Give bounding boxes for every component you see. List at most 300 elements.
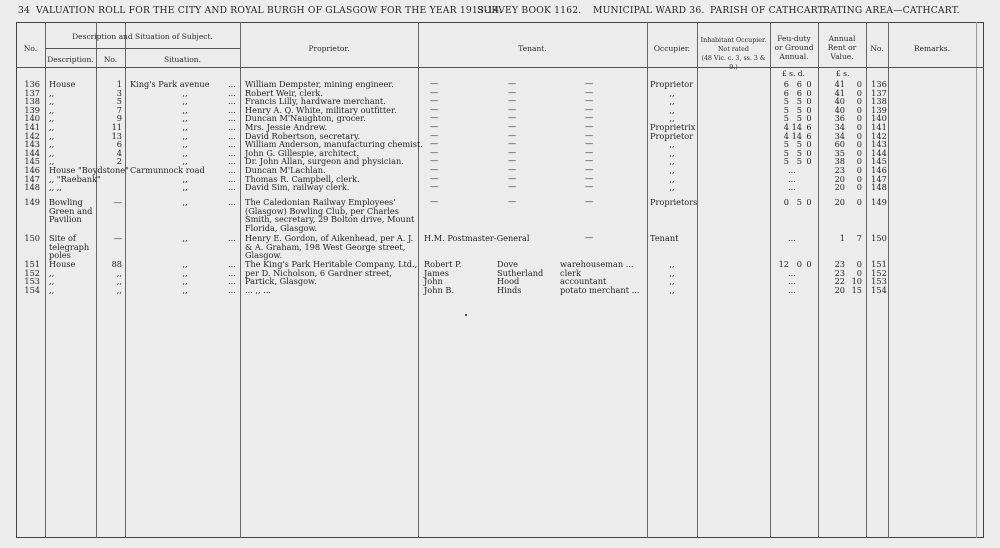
tenant-dash: — <box>585 121 594 131</box>
row-feu-pounds: 5 <box>783 147 789 158</box>
col-group: Description and Situation of Subject. <box>72 32 213 41</box>
tenant-dash: — <box>585 86 594 97</box>
row-proprietor: & A. Graham, 198 West George street, <box>245 241 406 252</box>
row-feu-shillings: 5 <box>796 156 802 167</box>
row-rent-shillings: 0 <box>856 156 862 167</box>
row-feu-shillings: 6 <box>796 79 802 89</box>
tenant-dash: — <box>585 129 594 140</box>
row-situation: ,, <box>182 139 188 150</box>
row-description: ,, <box>49 104 55 115</box>
column-rule <box>770 22 771 538</box>
row-feu-pounds: 6 <box>783 79 789 89</box>
row-house-number: 1 <box>116 79 122 89</box>
tenant-dash: — <box>585 138 594 149</box>
row-tenant-name: H.M. Postmaster-General <box>424 233 530 243</box>
row-number: 140 <box>24 113 40 124</box>
row-number-right: 149 <box>871 197 887 207</box>
row-number: 154 <box>24 284 40 295</box>
row-occupier: ,, <box>669 259 675 269</box>
row-number-right: 143 <box>871 139 887 150</box>
row-description: ,, <box>49 96 55 107</box>
row-feu-pence: 0 <box>806 139 812 150</box>
row-number-right: 144 <box>871 147 887 158</box>
leader-dots: ... <box>228 233 236 243</box>
row-feu-pence: 0 <box>806 147 812 158</box>
tenant-dash: — <box>430 121 439 131</box>
row-situation: ,, <box>182 156 188 167</box>
col-no-right: No. <box>870 44 884 53</box>
row-feu-pounds: 5 <box>783 104 789 115</box>
row-feu-pence: 0 <box>806 79 812 89</box>
row-occupier: Proprietor <box>650 79 694 89</box>
row-number-right: 147 <box>871 173 887 184</box>
survey-book: SURVEY BOOK 1162. <box>477 5 582 16</box>
row-proprietor: David Sim, railway clerk. <box>245 182 350 193</box>
row-occupier: Proprietrix <box>650 122 696 132</box>
ink-speck <box>465 314 467 316</box>
row-tenant-first-name: James <box>424 267 449 278</box>
tenant-dash: — <box>585 232 594 242</box>
row-number: 136 <box>24 79 40 89</box>
row-occupier: ,, <box>669 113 675 124</box>
row-description: ,, ,, <box>49 182 63 193</box>
row-number-right: 136 <box>871 79 887 89</box>
row-rent-shillings: 0 <box>856 104 862 115</box>
row-proprietor: Duncan M'Lachlan. <box>245 165 326 175</box>
row-house-number: — <box>113 233 122 243</box>
row-proprietor: Partick, Glasgow. <box>245 276 317 287</box>
row-rent-pounds: 34 <box>834 122 845 132</box>
row-rent-pounds: 20 <box>834 197 845 207</box>
row-occupier: ,, <box>669 173 675 184</box>
row-occupier: ,, <box>669 182 675 193</box>
row-house-number: ,, <box>116 267 122 278</box>
parish: PARISH OF CATHCART. <box>710 5 826 16</box>
row-tenant-first-name: John B. <box>424 284 454 295</box>
row-feu-duty: ... <box>788 165 796 175</box>
header-bottom-rule <box>16 67 984 68</box>
row-rent-pounds: 41 <box>834 87 845 98</box>
row-rent-shillings: 0 <box>856 173 862 184</box>
row-rent-pounds: 20 <box>834 284 845 295</box>
row-number: 145 <box>24 156 40 167</box>
row-feu-shillings: 5 <box>796 104 802 115</box>
tenant-dash: — <box>508 196 517 206</box>
leader-dots: ... <box>228 104 236 115</box>
col-num: No. <box>103 55 118 64</box>
row-number-right: 148 <box>871 182 887 193</box>
col-inhabitant-line2: Not rated <box>718 46 749 53</box>
column-rule <box>866 22 867 538</box>
row-occupier: Tenant <box>650 233 679 243</box>
row-house-number: 5 <box>116 96 122 107</box>
row-rent-pounds: 23 <box>834 165 845 175</box>
row-occupier: Proprietor <box>650 130 694 141</box>
row-feu-pounds: 5 <box>783 96 789 107</box>
col-rent-line2: Rent or <box>827 43 857 52</box>
feu-units: £ s. d. <box>782 69 805 78</box>
row-rent-shillings: 0 <box>856 139 862 150</box>
row-rent-shillings: 0 <box>856 165 862 175</box>
tenant-dash: — <box>430 164 439 174</box>
row-situation: ,, <box>182 104 188 115</box>
col-description: Description. <box>47 55 94 64</box>
row-rent-pounds: 38 <box>834 156 845 167</box>
leader-dots: ... <box>228 122 236 132</box>
row-proprietor: Thomas R. Campbell, clerk. <box>245 173 360 184</box>
row-number: 148 <box>24 182 40 193</box>
row-feu-pence: 6 <box>806 122 812 132</box>
row-occupier: ,, <box>669 104 675 115</box>
row-feu-shillings: 14 <box>791 130 802 141</box>
row-rent-shillings: 15 <box>851 284 862 295</box>
tenant-dash: — <box>508 121 517 131</box>
tenant-dash: — <box>585 146 594 157</box>
row-rent-pounds: 20 <box>834 173 845 184</box>
row-feu-shillings: 5 <box>796 96 802 107</box>
row-rent-shillings: 0 <box>856 267 862 278</box>
row-proprietor: Francis Lilly, hardware merchant. <box>245 96 386 107</box>
row-description: ,, <box>49 130 55 141</box>
row-number: 143 <box>24 139 40 150</box>
row-rent-pounds: 23 <box>834 259 845 269</box>
row-number: 149 <box>24 197 40 207</box>
tenant-dash: — <box>508 103 517 114</box>
row-occupier: ,, <box>669 147 675 158</box>
tenant-dash: — <box>585 181 594 192</box>
row-feu-pence: 0 <box>806 87 812 98</box>
col-feu-duty <box>770 34 818 61</box>
row-proprietor: per D. Nicholson, 6 Gardner street, <box>245 267 392 278</box>
row-feu-shillings: 5 <box>796 147 802 158</box>
tenant-dash: — <box>430 103 439 114</box>
row-number: 137 <box>24 87 40 98</box>
row-situation: ,, <box>182 122 188 132</box>
row-feu-pounds: 5 <box>783 139 789 150</box>
subheader-rule <box>45 48 240 49</box>
row-rent-shillings: 0 <box>856 113 862 124</box>
col-feu-line1: Feu-duty <box>777 34 811 43</box>
row-rent-shillings: 0 <box>856 147 862 158</box>
row-number-right: 152 <box>871 267 887 278</box>
row-number: 146 <box>24 165 40 175</box>
row-tenant-occupation: potato merchant ... <box>560 284 640 295</box>
tenant-dash: — <box>585 155 594 166</box>
row-feu-pounds: 6 <box>783 87 789 98</box>
leader-dots: ... <box>228 113 236 124</box>
col-feu-line2: or Ground <box>774 43 814 52</box>
row-description: ,, "Raebank" <box>49 173 101 184</box>
row-feu-duty: ... <box>788 276 796 287</box>
row-house-number: 13 <box>111 130 122 141</box>
row-proprietor: David Robertson, secretary. <box>245 130 361 141</box>
row-feu-duty: ... <box>788 233 796 243</box>
leader-dots: ... <box>228 267 236 278</box>
row-situation: ,, <box>182 182 188 193</box>
rating-area: RATING AREA—CATHCART. <box>823 5 960 16</box>
row-description: ,, <box>49 267 55 278</box>
row-proprietor: ... ,, ... <box>245 284 272 295</box>
row-situation: ,, <box>182 173 188 184</box>
row-number-right: 150 <box>871 233 887 243</box>
tenant-dash: — <box>508 146 517 157</box>
row-situation: ,, <box>182 233 188 243</box>
row-description: ,, <box>49 113 55 124</box>
row-feu-pounds: 12 <box>778 259 789 269</box>
page-header <box>18 3 990 19</box>
column-rule <box>45 22 46 538</box>
row-number: 139 <box>24 104 40 115</box>
row-feu-shillings: 5 <box>796 139 802 150</box>
row-proprietor: Duncan M'Naughton, grocer. <box>245 113 366 124</box>
tenant-dash: — <box>430 78 439 88</box>
row-tenant-occupation: accountant <box>560 276 607 287</box>
row-rent-pounds: 35 <box>834 147 845 158</box>
col-rent-line1: Annual <box>828 34 856 43</box>
tenant-dash: — <box>430 196 439 206</box>
row-number-right: 139 <box>871 104 887 115</box>
row-house-number: 11 <box>111 122 122 132</box>
tenant-dash: — <box>508 164 517 174</box>
row-description: ,, <box>49 87 55 98</box>
col-inhabitant-line1: Inhabitant Occupier. <box>700 37 767 44</box>
row-occupier: ,, <box>669 165 675 175</box>
row-description: ,, <box>49 147 55 158</box>
row-rent-shillings: 0 <box>856 259 862 269</box>
row-feu-shillings: 14 <box>791 122 802 132</box>
row-situation: ,, <box>182 284 188 295</box>
row-occupier: ,, <box>669 284 675 295</box>
row-number: 153 <box>24 276 40 287</box>
column-rule <box>418 22 419 538</box>
row-feu-pounds: 4 <box>783 122 789 132</box>
row-rent-shillings: 7 <box>856 233 862 243</box>
row-rent-shillings: 0 <box>856 79 862 89</box>
row-rent-pounds: 20 <box>834 182 845 193</box>
row-rent-pounds: 60 <box>834 139 845 150</box>
column-rule <box>125 22 126 538</box>
row-rent-pounds: 1 <box>839 233 845 243</box>
tenant-dash: — <box>585 164 594 174</box>
tenant-dash: — <box>508 181 517 192</box>
leader-dots: ... <box>228 139 236 150</box>
tenant-dash: — <box>508 172 517 183</box>
row-description: ,, <box>49 276 55 287</box>
col-situation: Situation. <box>164 55 201 64</box>
row-house-number: ,, <box>116 276 122 287</box>
row-situation: Carmunnock road <box>130 165 205 175</box>
row-tenant-first-name: Robert P. <box>424 259 462 269</box>
municipal-ward: MUNICIPAL WARD 36. <box>593 5 705 16</box>
row-situation: ,, <box>182 259 188 269</box>
col-tenant: Tenant. <box>518 44 547 53</box>
row-proprietor: Mrs. Jessie Andrew. <box>245 122 328 132</box>
row-tenant-occupation: warehouseman ... <box>560 259 634 269</box>
row-rent-pounds: 41 <box>834 79 845 89</box>
row-feu-pence: 0 <box>806 96 812 107</box>
row-feu-duty: ... <box>788 267 796 278</box>
tenant-dash: — <box>508 86 517 97</box>
column-rule <box>888 22 889 538</box>
row-feu-shillings: 5 <box>796 113 802 124</box>
column-rule <box>240 22 241 538</box>
column-rule <box>976 22 977 538</box>
col-remarks: Remarks. <box>913 44 951 53</box>
row-description: House "Boydstone" <box>49 165 129 175</box>
row-situation: ,, <box>182 147 188 158</box>
row-situation: ,, <box>182 113 188 124</box>
row-feu-pounds: 0 <box>783 197 789 207</box>
tenant-dash: — <box>508 138 517 149</box>
row-house-number: 9 <box>116 113 122 124</box>
row-proprietor: Henry E. Gordon, of Aikenhead, per A. J. <box>245 233 414 243</box>
tenant-dash: — <box>508 155 517 166</box>
leader-dots: ... <box>228 156 236 167</box>
row-tenant-surname: Sutherland <box>497 267 544 278</box>
row-proprietor: Dr. John Allan, surgeon and physician. <box>245 156 404 167</box>
row-house-number: 88 <box>111 259 122 269</box>
tenant-dash: — <box>585 112 594 123</box>
row-rent-pounds: 40 <box>834 96 845 107</box>
row-rent-shillings: 0 <box>856 130 862 141</box>
col-proprietor: Proprietor. <box>308 44 350 53</box>
row-tenant-occupation: clerk <box>560 267 581 278</box>
row-situation: ,, <box>182 87 188 98</box>
tenant-dash: — <box>585 78 594 88</box>
tenant-dash: — <box>430 181 439 192</box>
row-house-number: 7 <box>116 104 122 115</box>
col-inhabitant <box>697 36 770 72</box>
row-number-right: 138 <box>871 96 887 107</box>
row-tenant-surname: Hinds <box>497 284 522 295</box>
row-occupier: Proprietors <box>650 197 698 207</box>
row-feu-pence: 0 <box>806 156 812 167</box>
leader-dots: ... <box>228 197 236 207</box>
row-house-number: ,, <box>116 284 122 295</box>
leader-dots: ... <box>228 173 236 184</box>
row-number: 141 <box>24 122 40 132</box>
row-house-number: 2 <box>116 156 122 167</box>
row-feu-pence: 0 <box>806 113 812 124</box>
row-description: Site of <box>49 233 76 243</box>
row-feu-duty: ... <box>788 173 796 184</box>
tenant-dash: — <box>585 172 594 183</box>
row-feu-shillings: 6 <box>796 87 802 98</box>
row-house-number: 6 <box>116 139 122 150</box>
row-situation: ,, <box>182 130 188 141</box>
row-number: 152 <box>24 267 40 278</box>
tenant-dash: — <box>430 172 439 183</box>
row-rent-shillings: 0 <box>856 96 862 107</box>
row-description: poles <box>49 250 71 261</box>
row-description: ,, <box>49 122 55 132</box>
col-no: No. <box>23 44 38 53</box>
column-rule <box>818 22 819 538</box>
row-rent-pounds: 22 <box>834 276 845 287</box>
tenant-dash: — <box>430 86 439 97</box>
row-proprietor: Henry A. Q. White, military outfitter. <box>245 104 397 115</box>
col-inhabitant-line3: (48 Vic. c. 3, ss. 3 & 9.) <box>701 55 766 71</box>
row-situation: ,, <box>182 276 188 287</box>
leader-dots: ... <box>228 130 236 141</box>
row-description: ,, <box>49 156 55 167</box>
row-situation: ,, <box>182 96 188 107</box>
row-rent-pounds: 23 <box>834 267 845 278</box>
column-rule <box>697 22 698 538</box>
leader-dots: ... <box>228 87 236 98</box>
row-rent-shillings: 0 <box>856 87 862 98</box>
row-feu-pence: 6 <box>806 130 812 141</box>
row-proprietor: John G. Gillespie, architect. <box>245 147 360 158</box>
tenant-dash: — <box>430 129 439 140</box>
row-number: 147 <box>24 173 40 184</box>
leader-dots: ... <box>228 259 236 269</box>
row-number-right: 146 <box>871 165 887 175</box>
row-occupier: ,, <box>669 96 675 107</box>
row-proprietor: Smith, secretary, 29 Bolton drive, Mount <box>245 214 415 225</box>
row-proprietor: William Dempster, mining engineer. <box>245 79 394 89</box>
row-number: 138 <box>24 96 40 107</box>
row-number-right: 145 <box>871 156 887 167</box>
row-proprietor: William Anderson, manufacturing chemist. <box>245 139 423 150</box>
roll-title: VALUATION ROLL FOR THE CITY AND ROYAL BURGH OF GLASGOW FOR THE YEAR 1913-14. <box>36 5 503 16</box>
leader-dots: ... <box>228 165 236 175</box>
leader-dots: ... <box>228 79 236 89</box>
row-rent-pounds: 34 <box>834 130 845 141</box>
row-house-number: — <box>113 197 122 207</box>
row-feu-pounds: 4 <box>783 130 789 141</box>
leader-dots: ... <box>228 276 236 287</box>
row-feu-shillings: 0 <box>796 259 802 269</box>
row-description: Green and <box>49 205 93 216</box>
row-number-right: 137 <box>871 87 887 98</box>
row-house-number: 4 <box>116 147 122 158</box>
row-description: telegraph <box>49 241 90 252</box>
row-proprietor: Robert Weir, clerk. <box>245 87 323 98</box>
row-rent-shillings: 0 <box>856 122 862 132</box>
row-feu-pounds: 5 <box>783 113 789 124</box>
row-number-right: 142 <box>871 130 887 141</box>
tenant-dash: — <box>430 138 439 149</box>
tenant-dash: — <box>585 196 594 206</box>
tenant-dash: — <box>508 95 517 106</box>
leader-dots: ... <box>228 147 236 158</box>
row-number: 151 <box>24 259 40 269</box>
leader-dots: ... <box>228 96 236 107</box>
tenant-dash: — <box>585 95 594 106</box>
leader-dots: ... <box>228 182 236 193</box>
row-description: House <box>49 259 76 269</box>
row-feu-pence: 0 <box>806 104 812 115</box>
row-occupier: ,, <box>669 87 675 98</box>
row-feu-pence: 0 <box>806 197 812 207</box>
row-tenant-first-name: John <box>424 276 443 287</box>
row-feu-shillings: 5 <box>796 197 802 207</box>
row-number-right: 140 <box>871 113 887 124</box>
row-house-number: 3 <box>116 87 122 98</box>
row-feu-duty: ... <box>788 182 796 193</box>
row-rent-pounds: 36 <box>834 113 845 124</box>
row-situation: ,, <box>182 267 188 278</box>
row-tenant-surname: Dove <box>497 259 518 269</box>
row-occupier: ,, <box>669 276 675 287</box>
row-number-right: 141 <box>871 122 887 132</box>
row-description: Bowling <box>49 197 83 207</box>
row-tenant-surname: Hood <box>497 276 520 287</box>
row-number: 144 <box>24 147 40 158</box>
row-rent-shillings: 10 <box>851 276 862 287</box>
tenant-dash: — <box>585 103 594 114</box>
